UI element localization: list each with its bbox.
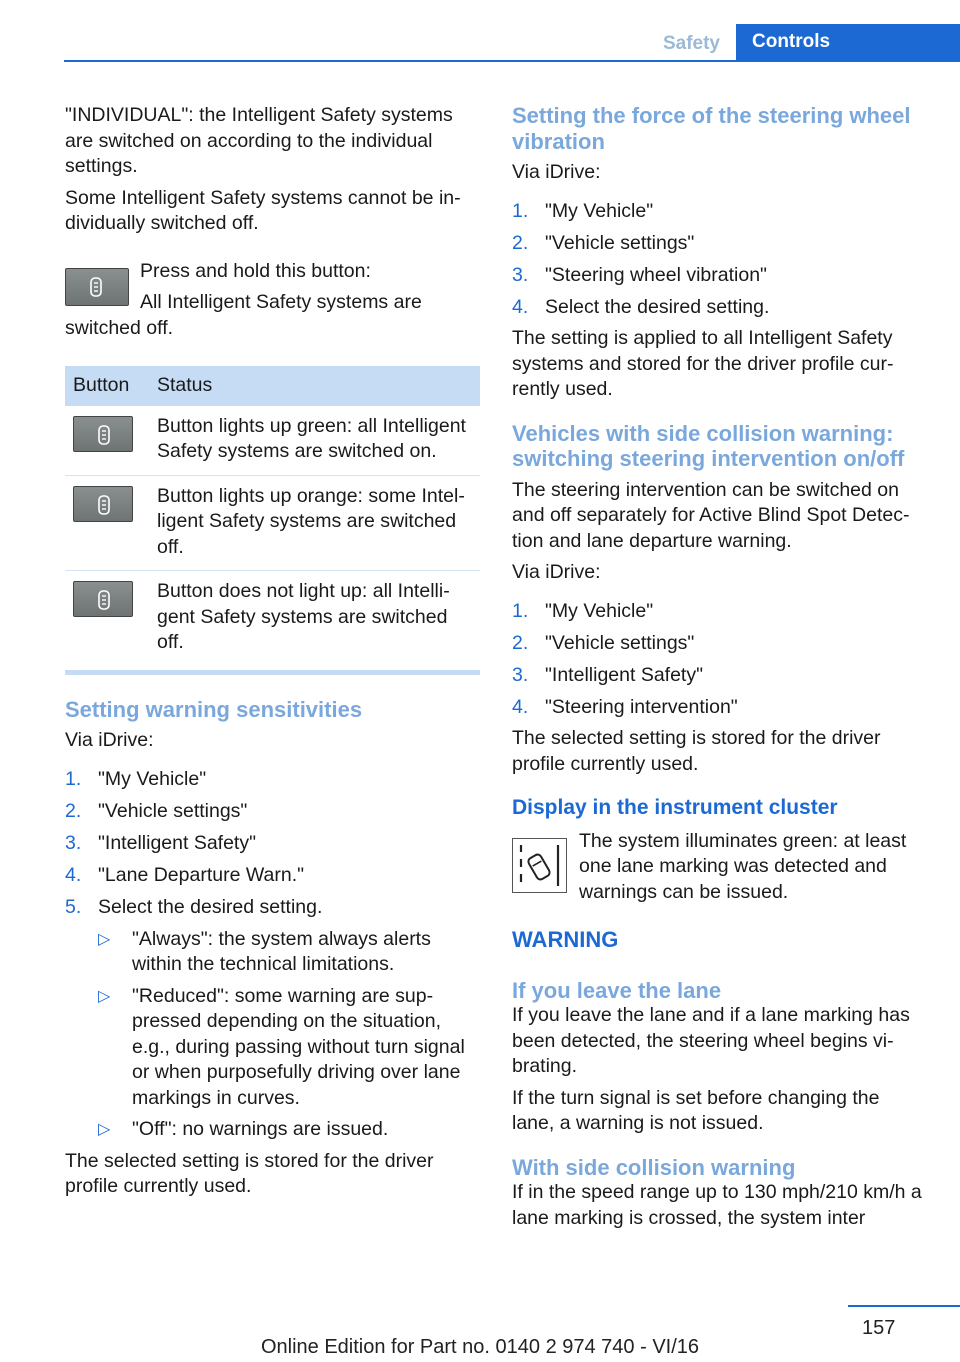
via-idrive-label: Via iDrive: <box>512 161 601 183</box>
turn-signal-text: If the turn signal is set before changing the lane, a warning is not issued. <box>512 1086 880 1134</box>
sensitivity-steps <box>65 767 480 921</box>
list-item: 3. "Intelligent Safety" <box>65 831 257 854</box>
table-row <box>65 406 480 476</box>
list-item: ▷ "Reduced": some warning are suppressed depending on the situation, e.g., during passing without turn signal or when purposefully driving over lane markings in curves. <box>98 984 465 1109</box>
header-section-tab: Safety <box>662 33 720 54</box>
table-bottom-rule <box>65 670 480 675</box>
header-rule <box>64 60 960 62</box>
list-item: 2. "Vehicle settings" <box>65 799 248 822</box>
intervention-steps <box>512 599 927 721</box>
cluster-display-text: The system illuminates green: at least one lane marking was detected and warnings can be issued. <box>579 829 907 903</box>
list-item: 4. "Steering intervention" <box>512 695 738 718</box>
list-item: 2. "Vehicle settings" <box>512 631 695 654</box>
press-hold-block <box>65 243 480 367</box>
list-item: 1. "My Vehicle" <box>512 199 654 222</box>
column-header-status: Status <box>149 366 480 406</box>
leave-lane-heading: If you leave the lane <box>512 977 722 1003</box>
stored-setting-note: The selected setting is stored for the driver profile currently used. <box>65 1149 434 1197</box>
steering-force-heading: Setting the force of the steering wheel vibration <box>512 103 911 154</box>
force-note: The setting is applied to all Intelligent Safety systems and stored for the driver profile currently used. <box>512 327 894 400</box>
button-orange-icon <box>73 486 133 522</box>
left-column <box>65 103 480 1206</box>
status-cell: Button does not light up: all Intelligent Safety systems are switched off. <box>157 580 450 653</box>
press-hold-text: Press and hold this button: <box>140 259 371 282</box>
triangle-bullet-icon: ▷ <box>98 987 111 1005</box>
not-switchable-paragraph: Some Intelligent Safety systems cannot be individually switched off. <box>65 186 461 234</box>
footer-rule <box>848 1305 960 1307</box>
status-cell: Button lights up orange: some Intelligent Safety systems are switched off. <box>149 475 480 571</box>
lane-departure-indicator-icon <box>512 838 567 893</box>
header-chapter-tab: Controls <box>736 24 960 60</box>
list-item: 2. "Vehicle settings" <box>512 231 695 254</box>
press-hold-result-text: All Intelligent Safety systems are switched off. <box>65 291 422 339</box>
page-number: 157 <box>862 1317 896 1339</box>
intervention-stored-note: The selected setting is stored for the driver profile currently used. <box>512 727 881 775</box>
triangle-bullet-icon: ▷ <box>98 1121 111 1138</box>
leave-lane-text: If you leave the lane and if a lane marking has been detected, the steering wheel begins vibrating. <box>512 1004 910 1077</box>
via-idrive-label: Via iDrive: <box>65 729 154 751</box>
individual-paragraph: "INDIVIDUAL": the Intelligent Safety systems are switched on according to the individual settings. <box>65 104 453 177</box>
steering-intervention-paragraph: The steering intervention can be switched on and off separately for Active Blind Spot Detection and lane departure warning. <box>512 478 910 552</box>
list-item: 4. "Lane Departure Warn." <box>65 863 305 886</box>
list-item: 5. Select the desired setting. <box>65 895 323 918</box>
warning-sensitivities-heading: Setting warning sensitivities <box>65 696 363 722</box>
side-collision-heading: Vehicles with side collision warning: switching steering intervention on/off <box>512 420 905 471</box>
button-off-icon <box>73 581 133 617</box>
list-item: 4. Select the desired setting. <box>512 295 770 318</box>
list-item: 3. "Steering wheel vibration" <box>512 263 767 286</box>
list-item: ▷ "Always": the system always alerts within the technical limitations. <box>98 927 431 975</box>
triangle-bullet-icon: ▷ <box>98 930 111 948</box>
button-green-icon <box>73 416 133 452</box>
instrument-cluster-heading: Display in the instrument cluster <box>512 796 838 819</box>
list-item: ▷ "Off": no warnings are issued. <box>98 1117 480 1143</box>
column-header-button: Button <box>65 366 149 406</box>
via-idrive-label: Via iDrive: <box>512 561 601 583</box>
list-item: 3. "Intelligent Safety" <box>512 663 704 686</box>
edition-footer: Online Edition for Part no. 0140 2 974 740 - VI/16 <box>260 1336 700 1358</box>
intelligent-safety-button-icon <box>65 268 129 306</box>
list-item: 1. "My Vehicle" <box>512 599 654 622</box>
cluster-display-block <box>512 829 927 919</box>
table-row <box>65 571 480 664</box>
speed-range-text: If in the speed range up to 130 mph/210 km/h a lane marking is crossed, the system inter <box>512 1181 922 1229</box>
side-collision-warning-heading: With side collision warning <box>512 1154 796 1180</box>
button-status-table <box>65 366 480 664</box>
warning-heading: WARNING <box>512 926 619 952</box>
table-row <box>65 475 480 571</box>
list-item: 1. "My Vehicle" <box>65 767 207 790</box>
right-column <box>512 103 927 1237</box>
status-cell: Button lights up green: all Intelligent Safety systems are switched on. <box>149 406 480 476</box>
force-steps <box>512 199 927 321</box>
setting-options <box>65 927 480 1143</box>
